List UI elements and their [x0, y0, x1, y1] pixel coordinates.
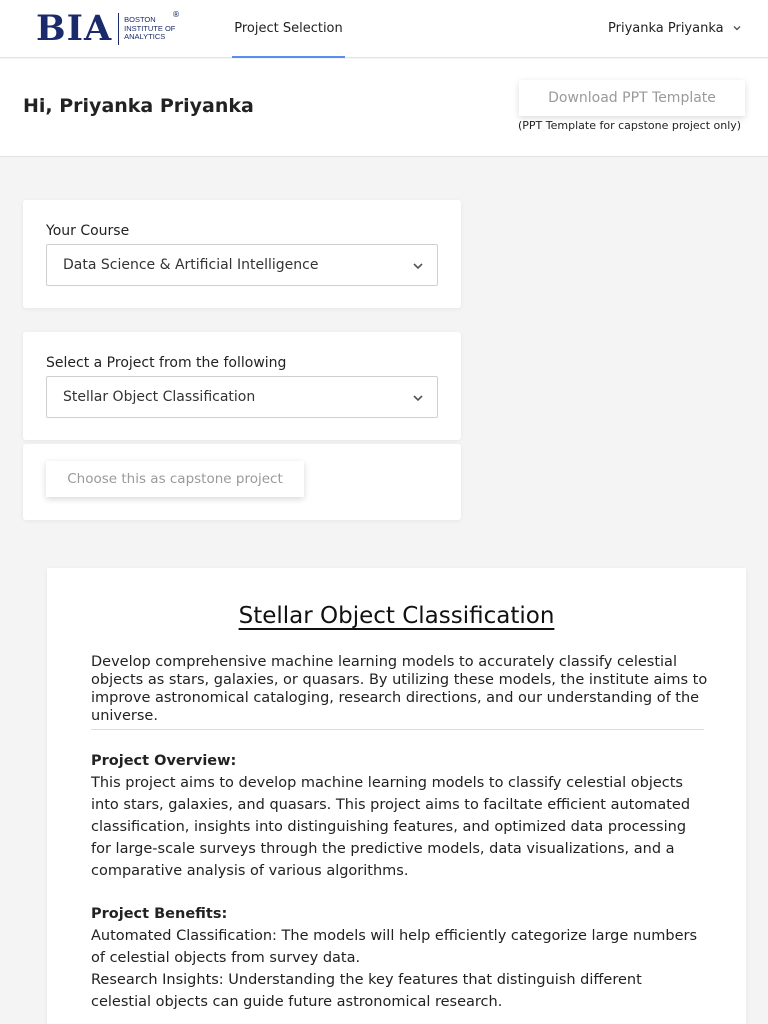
download-ppt-template-button[interactable]: Download PPT Template — [519, 80, 745, 116]
project-label: Select a Project from the following — [46, 355, 287, 371]
project-benefits-section — [91, 903, 703, 1013]
logo-line: INSTITUTE OF — [124, 23, 176, 33]
project-title: Stellar Object Classification — [238, 603, 555, 629]
project-select-value: Stellar Object Classification — [63, 389, 256, 405]
chevron-down-icon — [732, 23, 742, 33]
choose-card — [23, 444, 461, 520]
overview-text: This project aims to develop machine learning models to classify celestial objects into stars, galaxies, and quasars. This project aims to faciltate efficient automated classification, insights into distinguishing features, and optimized data processing for large-scale surveys through the predictive models, data visualizations, and a comparative analysis of various algorithms. — [91, 775, 691, 879]
logo-line: ANALYTICS — [124, 32, 166, 42]
bia-logo[interactable] — [36, 8, 180, 49]
download-note: (PPT Template for capstone project only) — [518, 119, 742, 132]
project-overview-section — [91, 750, 703, 882]
logo-line: BOSTON — [124, 15, 156, 25]
benefit-item: Research Insights: Understanding the key features that distinguish different celestial objects can guide future astronomical research. — [91, 972, 642, 1010]
project-summary: Develop comprehensive machine learning models to accurately classify celestial objects as stars, galaxies, or quasars. By utilizing these models, the institute aims to improve astronomical cataloging, research directions, and our understanding of the universe. — [91, 654, 708, 724]
benefits-heading: Project Benefits: — [91, 906, 228, 922]
chevron-down-icon — [411, 259, 425, 273]
user-name: Priyanka Priyanka — [608, 20, 724, 36]
project-select[interactable] — [46, 376, 438, 418]
logo-mark: BIA — [36, 8, 113, 49]
top-navbar — [0, 0, 768, 58]
logo-divider — [118, 13, 119, 45]
registered-mark: ® — [172, 10, 180, 19]
project-description-panel — [47, 568, 746, 1024]
divider — [91, 729, 704, 730]
user-menu[interactable] — [608, 18, 742, 38]
tab-project-selection[interactable] — [232, 0, 345, 58]
logo-wordmark — [124, 16, 175, 42]
course-select-value: Data Science & Artificial Intelligence — [63, 257, 319, 273]
greeting-heading: Hi, Priyanka Priyanka — [23, 95, 254, 117]
greeting-bar — [0, 59, 768, 157]
project-card — [23, 332, 461, 440]
overview-heading: Project Overview: — [91, 753, 237, 769]
course-label: Your Course — [46, 223, 130, 239]
chevron-down-icon — [411, 391, 425, 405]
benefit-item: Automated Classification: The models will help efficiently categorize large numbers of celestial objects from survey data. — [91, 928, 698, 966]
course-card — [23, 200, 461, 308]
tab-label: Project Selection — [234, 20, 343, 36]
choose-capstone-project-button[interactable]: Choose this as capstone project — [46, 461, 304, 497]
course-select[interactable] — [46, 244, 438, 286]
